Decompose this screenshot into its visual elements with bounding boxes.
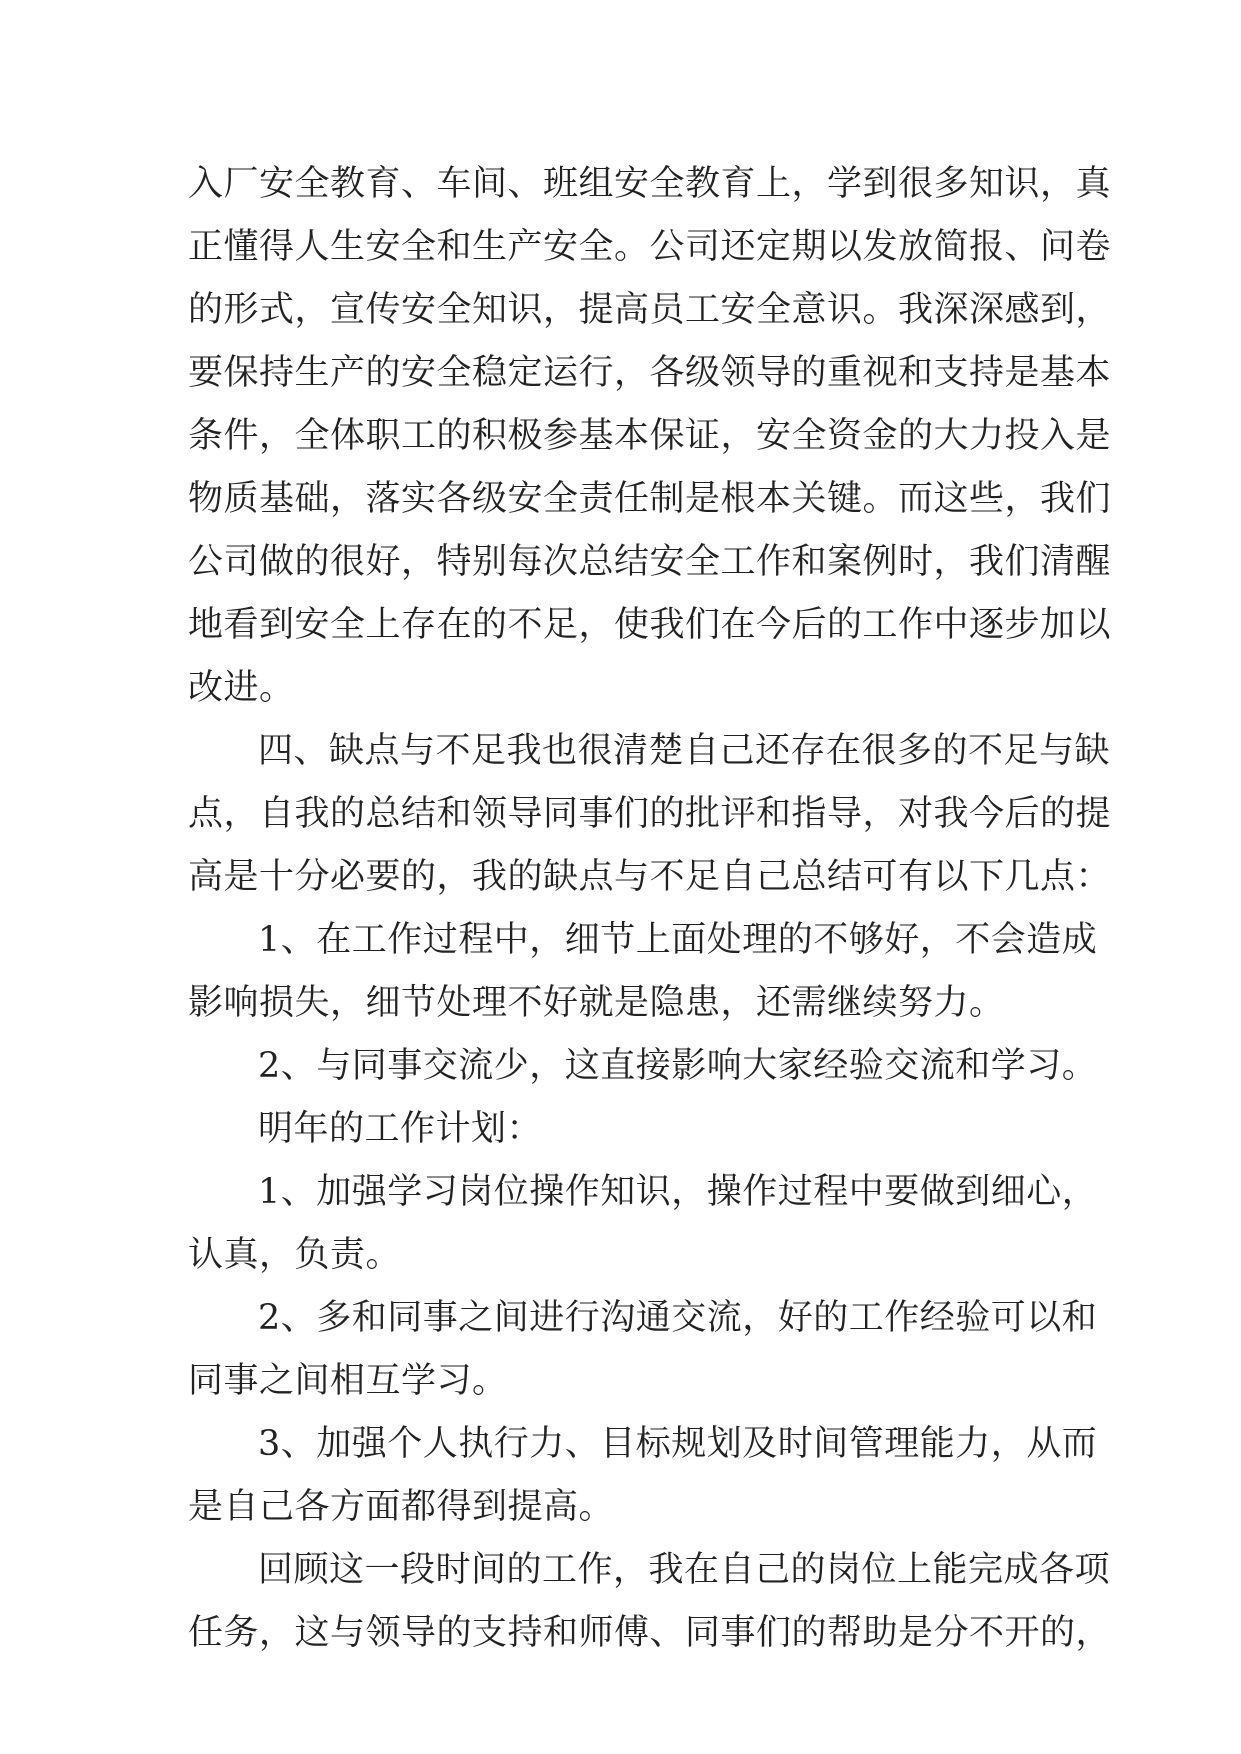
text-line: 公司做的很好，特别每次总结安全工作和案例时，我们清醒 (188, 542, 1112, 582)
text-line: 2、多和同事之间进行沟通交流，好的工作经验可以和 (258, 1298, 1098, 1338)
text-line: 1、在工作过程中，细节上面处理的不够好，不会造成 (258, 920, 1098, 960)
text-line: 影响损失，细节处理不好就是隐患，还需继续努力。 (188, 983, 1005, 1023)
text-line: 认真，负责。 (188, 1235, 402, 1275)
text-line: 点，自我的总结和领导同事们的批评和指导，对我今后的提 (188, 794, 1112, 834)
text-line: 是自己各方面都得到提高。 (188, 1487, 615, 1527)
text-line: 同事之间相互学习。 (188, 1361, 508, 1401)
text-line: 的形式，宣传安全知识，提高员工安全意识。我深深感到， (188, 290, 1112, 330)
text-line: 正懂得人生安全和生产安全。公司还定期以发放简报、问卷 (188, 227, 1112, 267)
text-line: 物质基础，落实各级安全责任制是根本关键。而这些，我们 (188, 479, 1112, 519)
text-line: 任务，这与领导的支持和师傅、同事们的帮助是分不开的， (188, 1613, 1112, 1653)
text-line: 2、与同事交流少，这直接影响大家经验交流和学习。 (258, 1046, 1098, 1086)
text-line: 四、缺点与不足我也很清楚自己还存在很多的不足与缺 (258, 731, 1111, 771)
text-line: 要保持生产的安全稳定运行，各级领导的重视和支持是基本 (188, 353, 1112, 393)
text-line: 1、加强学习岗位操作知识，操作过程中要做到细心， (258, 1172, 1098, 1212)
document-body (188, 153, 1112, 1665)
text-line: 条件，全体职工的积极参基本保证，安全资金的大力投入是 (188, 416, 1112, 456)
text-line: 明年的工作计划： (258, 1109, 543, 1149)
text-line: 回顾这一段时间的工作，我在自己的岗位上能完成各项 (258, 1550, 1111, 1590)
text-line: 地看到安全上存在的不足，使我们在今后的工作中逐步加以 (188, 605, 1112, 645)
text-line: 3、加强个人执行力、目标规划及时间管理能力，从而 (258, 1424, 1098, 1464)
text-line: 改进。 (188, 668, 295, 708)
text-line: 入厂安全教育、车间、班组安全教育上，学到很多知识，真 (188, 164, 1112, 204)
text-line: 高是十分必要的，我的缺点与不足自己总结可有以下几点： (188, 857, 1112, 897)
